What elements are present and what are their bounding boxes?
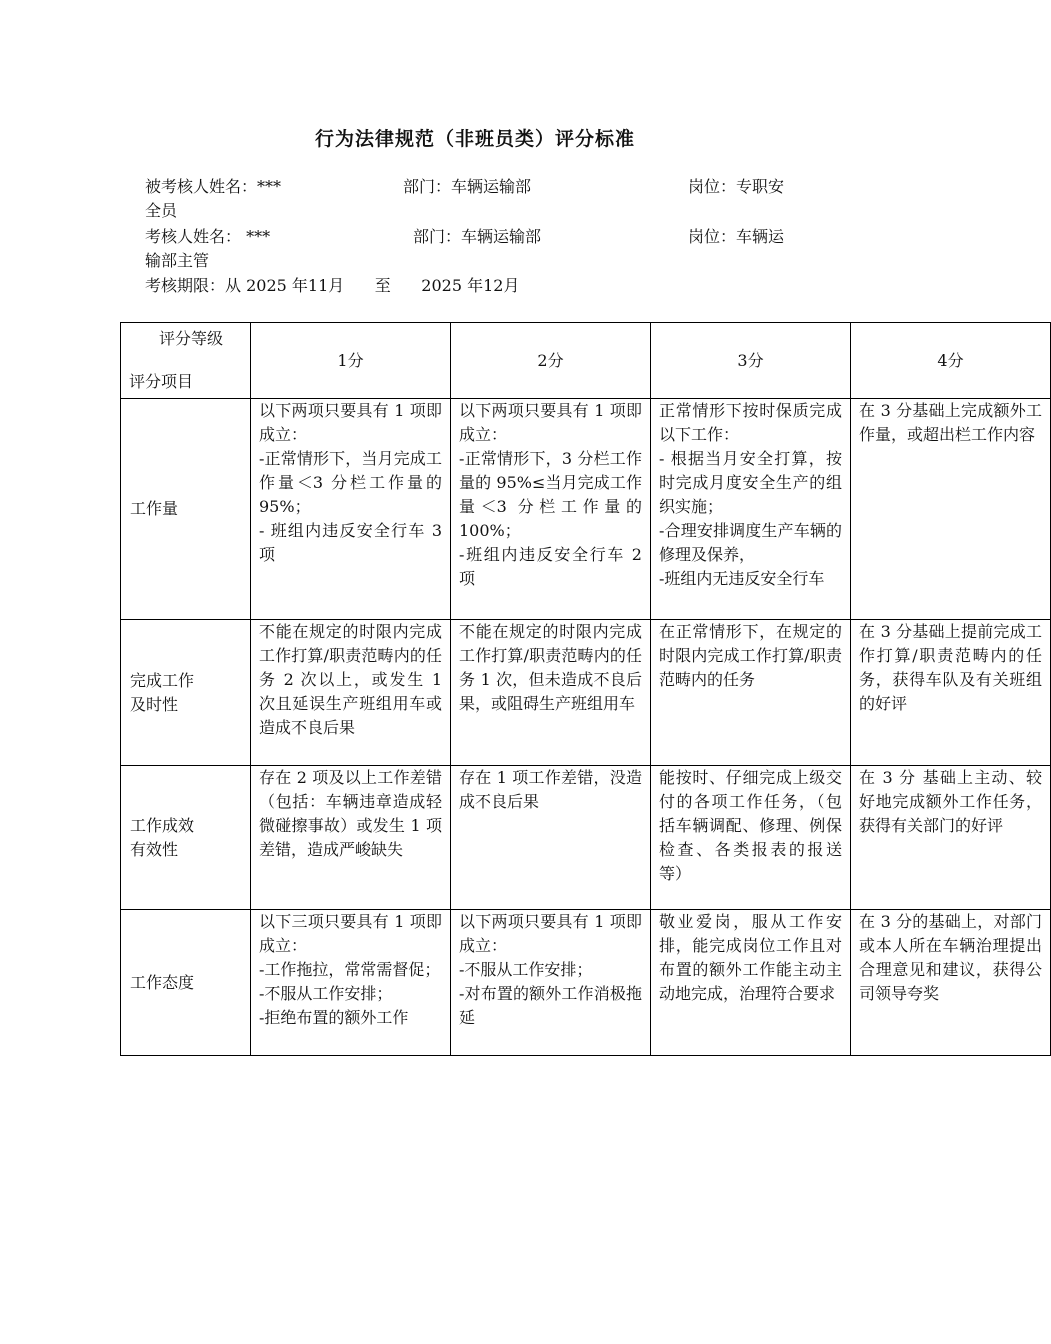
row-label [121, 910, 251, 1056]
document-title: 行为法律规范（非班员类）评分标准 [314, 128, 635, 150]
criteria-cell-score-2 [451, 399, 651, 620]
row-label-line: 完成工作 [130, 670, 195, 690]
criteria-cell-score-2 [451, 910, 651, 1056]
criteria-cell-score-4 [851, 399, 1051, 620]
examiner-post-cont: 输部主管 [145, 251, 210, 270]
row-label-line: 工作量 [130, 499, 179, 518]
examinee-name: 被考核人姓名：*** [145, 177, 282, 196]
header-score-2: 2分 [451, 323, 651, 399]
table-corner-cell [121, 323, 251, 399]
criteria-text: -不服从工作安排； [459, 960, 593, 979]
criteria-text: 在 3 分的基础上，对部门或本人所在车辆治理提出合理意见和建议，获得公司领导夸奖 [859, 912, 1042, 1003]
row-label-line: 工作态度 [130, 972, 195, 992]
grade-axis-label: 评分等级 [159, 329, 224, 348]
criteria-cell-score-1 [251, 766, 451, 910]
criteria-text: -正常情形下，当月完成工作量＜3 分栏工作量的 95%； [259, 449, 442, 516]
criteria-text: 在 3 分基础上完成额外工作量，或超出栏工作内容 [859, 401, 1042, 444]
criteria-text: 不能在规定的时限内完成工作打算/职责范畴内的任务 2 次以上，或发生 1 次且延误生产班组用车或造成不良后果 [259, 622, 442, 737]
criteria-cell-score-3 [651, 766, 851, 910]
row-label [121, 620, 251, 766]
criteria-text: 敬业爱岗，服从工作安排，能完成岗位工作且对布置的额外工作能主动主动地完成，治理符合要求 [659, 912, 842, 1003]
criteria-text: 能按时、仔细完成上级交付的各项工作任务，（包括车辆调配、修理、例保检查、各类报表的报送等） [659, 768, 842, 883]
criteria-cell-score-1 [251, 620, 451, 766]
assessment-period: 考核期限：从 2025 年11月 至 2025 年12月 [145, 276, 520, 295]
table-row [121, 620, 1051, 766]
criteria-text: -不服从工作安排； [259, 984, 393, 1003]
criteria-text: -正常情形下，3 分栏工作量的 95%≤当月完成工作量＜3 分栏工作量的 100%； [459, 449, 642, 540]
examinee-dept: 部门：车辆运输部 [403, 177, 532, 196]
criteria-cell-score-2 [451, 620, 651, 766]
row-label-line: 工作成效 [130, 815, 195, 835]
criteria-text: 以下两项只要具有 1 项即成立： [259, 401, 442, 444]
criteria-cell-score-4 [851, 910, 1051, 1056]
criteria-text: -合理安排调度生产车辆的修理及保养， [659, 521, 842, 564]
table-row [121, 910, 1051, 1056]
table-row [121, 766, 1051, 910]
criteria-text: 在正常情形下，在规定的时限内完成工作打算/职责范畴内的任务 [659, 622, 842, 689]
examinee-post: 岗位：专职安 [688, 177, 785, 196]
criteria-cell-score-2 [451, 766, 651, 910]
criteria-text: 存在 1 项工作差错，没造成不良后果 [459, 768, 642, 811]
examiner-name: 考核人姓名： *** [145, 227, 271, 246]
criteria-text: 存在 2 项及以上工作差错（包括：车辆违章造成轻微碰擦事故）或发生 1 项差错，造成严峻缺失 [259, 768, 442, 859]
item-axis-label: 评分项目 [129, 372, 194, 391]
criteria-text: -对布置的额外工作消极拖延 [459, 984, 642, 1027]
criteria-text: 以下两项只要具有 1 项即成立： [459, 401, 642, 444]
header-score-1: 1分 [251, 323, 451, 399]
examiner-post: 岗位：车辆运 [688, 227, 785, 246]
criteria-text: 不能在规定的时限内完成工作打算/职责范畴内的任务 1 次，但未造成不良后果，或阻碍生产班组用车 [459, 622, 642, 713]
criteria-text: 以下三项只要具有 1 项即成立： [259, 912, 442, 955]
row-label [121, 399, 251, 620]
table-header-row [121, 323, 1051, 399]
criteria-text: -班组内违反安全行车 2 项 [459, 545, 642, 588]
criteria-cell-score-1 [251, 399, 451, 620]
criteria-text: -拒绝布置的额外工作 [259, 1008, 409, 1027]
row-label-line: 及时性 [130, 694, 179, 714]
criteria-cell-score-3 [651, 910, 851, 1056]
criteria-text: - 根据当月安全打算，按时完成月度安全生产的组织实施； [659, 449, 842, 516]
criteria-text: -工作拖拉，常常需督促； [259, 960, 441, 979]
criteria-cell-score-4 [851, 766, 1051, 910]
scoring-table [120, 322, 1051, 1056]
criteria-text: 在 3 分 基础上主动、较好地完成额外工作任务，获得有关部门的好评 [859, 768, 1042, 835]
criteria-cell-score-3 [651, 399, 851, 620]
criteria-text: 正常情形下按时保质完成以下工作： [659, 401, 842, 444]
row-label [121, 766, 251, 910]
criteria-cell-score-1 [251, 910, 451, 1056]
criteria-text: 在 3 分基础上提前完成工作打算/职责范畴内的任务，获得车队及有关班组的好评 [859, 622, 1042, 713]
examinee-post-cont: 全员 [145, 201, 178, 220]
scoring-table-viewport [120, 322, 1042, 1062]
criteria-text: - 班组内违反安全行车 3 项 [259, 521, 442, 564]
table-row [121, 399, 1051, 620]
criteria-cell-score-3 [651, 620, 851, 766]
examiner-dept: 部门：车辆运输部 [413, 227, 542, 246]
header-score-4: 4分 [851, 323, 1051, 399]
criteria-text: -班组内无违反安全行车 [659, 569, 825, 588]
header-score-3: 3分 [651, 323, 851, 399]
criteria-cell-score-4 [851, 620, 1051, 766]
criteria-text: 以下两项只要具有 1 项即成立： [459, 912, 642, 955]
row-label-line: 有效性 [130, 839, 179, 859]
